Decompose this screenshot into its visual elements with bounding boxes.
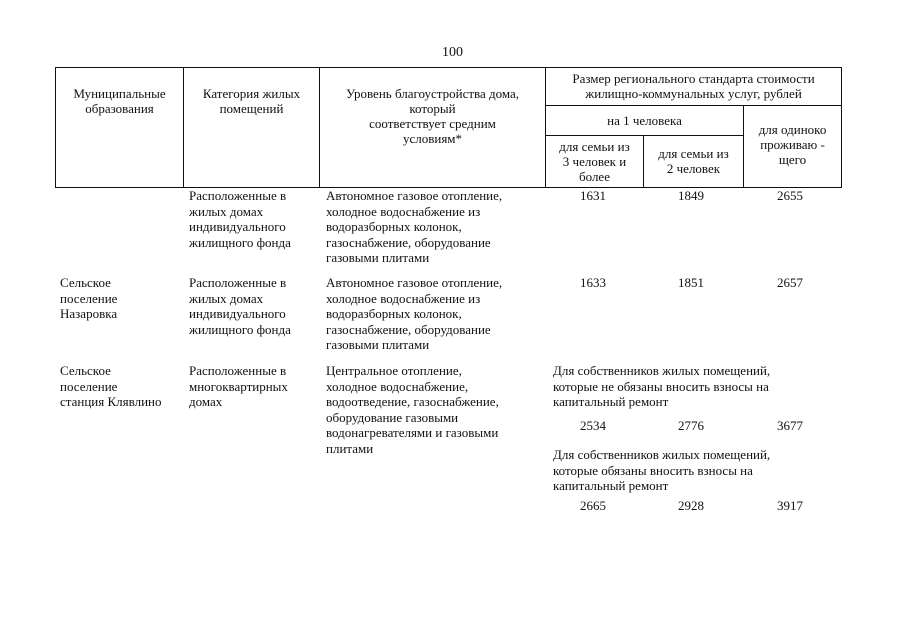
row3-a-value-single: 3677 — [777, 418, 803, 433]
header-per-person: на 1 человека — [546, 106, 744, 136]
row1-value-family2: 1849 — [678, 188, 704, 203]
header-standard: Размер регионального стандарта стоимости жилищно-коммунальных услуг, рублей — [546, 68, 842, 106]
header-municipality: Муниципальные образования — [56, 68, 184, 188]
row2-level: Автономное газовое отопление, холодное водоснабжение из водоразборных колонок, газоснабжение, оборудование газовыми плитами — [326, 275, 503, 352]
row1-level: Автономное газовое отопление, холодное водоснабжение из водоразборных колонок, газоснабжение, оборудование газовыми плитами — [326, 188, 503, 265]
row2-value-single: 2657 — [777, 275, 803, 290]
row1-value-single: 2655 — [777, 188, 803, 203]
row1-category: Расположенные в жилых домах индивидуального жилищного фонда — [189, 188, 291, 250]
row3-note-not-obliged: Для собственников жилых помещений, которые не обязаны вносить взносы на капитальный ремонт — [553, 363, 771, 409]
row3-b-value-family3: 2665 — [580, 498, 606, 513]
row3-note-obliged: Для собственников жилых помещений, которые обязаны вносить взносы на капитальный ремонт — [553, 447, 771, 493]
page-number: 100 — [442, 45, 463, 60]
header-category: Категория жилых помещений — [184, 68, 320, 188]
header-family2: для семьи из 2 человек — [644, 136, 744, 188]
row3-level: Центральное отопление, холодное водоснабжение, водоотведение, газоснабжение, оборудование газовыми водонагревателями и газовыми плитами — [326, 363, 499, 456]
header-family3: для семьи из 3 человек и более — [546, 136, 644, 188]
row3-a-value-family3: 2534 — [580, 418, 606, 433]
header-single: для одиноко проживаю - щего — [744, 106, 842, 188]
row3-b-value-family2: 2928 — [678, 498, 704, 513]
row3-a-value-family2: 2776 — [678, 418, 704, 433]
row1-value-family3: 1631 — [580, 188, 606, 203]
row2-municipality: Сельское поселение Назаровка — [60, 275, 118, 321]
row3-municipality: Сельское поселение станция Клявлино — [60, 363, 162, 409]
header-level: Уровень благоустройства дома, который соответствует средним условиям* — [320, 68, 546, 188]
row3-category: Расположенные в многоквартирных домах — [189, 363, 288, 409]
row2-value-family3: 1633 — [580, 275, 606, 290]
row2-category: Расположенные в жилых домах индивидуального жилищного фонда — [189, 275, 291, 337]
row3-b-value-single: 3917 — [777, 498, 803, 513]
row2-value-family2: 1851 — [678, 275, 704, 290]
